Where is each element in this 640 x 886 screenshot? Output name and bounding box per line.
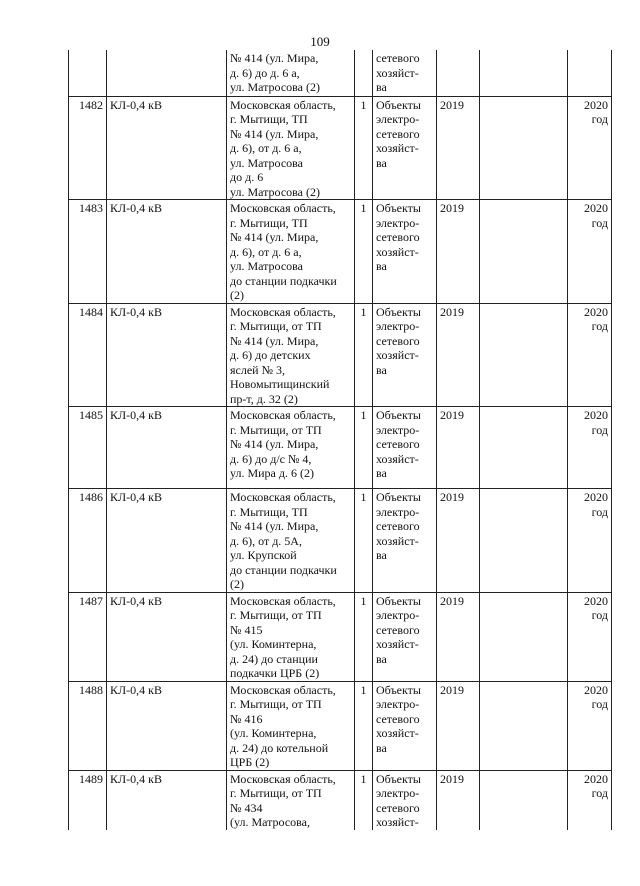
object-type: КЛ-0,4 кВ bbox=[107, 681, 227, 770]
year: 2019 bbox=[437, 489, 480, 593]
quantity: 1 bbox=[355, 592, 373, 681]
year: 2019 bbox=[437, 200, 480, 304]
object-type: КЛ-0,4 кВ bbox=[107, 592, 227, 681]
table-row bbox=[69, 303, 612, 407]
object-type: КЛ-0,4 кВ bbox=[107, 770, 227, 830]
table-row bbox=[69, 50, 612, 96]
year: 2019 bbox=[437, 592, 480, 681]
year bbox=[437, 50, 480, 96]
object-category: Объекты электро- сетевого хозяйст- ва bbox=[373, 592, 437, 681]
deadline: 2020 год bbox=[568, 592, 612, 681]
object-description: Московская область, г. Мытищи, от ТП № 414 (ул. Мира, д. 6) до детских яслей № 3, Новомытищинский пр-т, д. 32 (2) bbox=[227, 303, 355, 407]
object-category: Объекты электро- сетевого хозяйст- ва bbox=[373, 303, 437, 407]
deadline bbox=[568, 50, 612, 96]
table-row bbox=[69, 770, 612, 830]
extra-cell bbox=[480, 592, 568, 681]
deadline: 2020 год bbox=[568, 96, 612, 200]
year: 2019 bbox=[437, 407, 480, 489]
object-category: Объекты электро- сетевого хозяйст- bbox=[373, 770, 437, 830]
year: 2019 bbox=[437, 96, 480, 200]
object-description: Московская область, г. Мытищи, ТП № 414 (ул. Мира, д. 6), от д. 6 а, ул. Матросова до станции подкачки (2) bbox=[227, 200, 355, 304]
deadline: 2020 год bbox=[568, 681, 612, 770]
object-description: № 414 (ул. Мира, д. 6) до д. 6 а, ул. Матросова (2) bbox=[227, 50, 355, 96]
object-type: КЛ-0,4 кВ bbox=[107, 200, 227, 304]
row-number: 1487 bbox=[69, 592, 107, 681]
year: 2019 bbox=[437, 770, 480, 830]
object-type: КЛ-0,4 кВ bbox=[107, 96, 227, 200]
extra-cell bbox=[480, 200, 568, 304]
row-number: 1482 bbox=[69, 96, 107, 200]
row-number: 1488 bbox=[69, 681, 107, 770]
object-description: Московская область, г. Мытищи, от ТП № 414 (ул. Мира, д. 6) до д/с № 4, ул. Мира д. 6 (2) bbox=[227, 407, 355, 489]
table-row bbox=[69, 407, 612, 489]
object-type: КЛ-0,4 кВ bbox=[107, 489, 227, 593]
extra-cell bbox=[480, 303, 568, 407]
object-type: КЛ-0,4 кВ bbox=[107, 407, 227, 489]
object-description: Московская область, г. Мытищи, ТП № 414 (ул. Мира, д. 6), от д. 5А, ул. Крупской до станции подкачки (2) bbox=[227, 489, 355, 593]
year: 2019 bbox=[437, 303, 480, 407]
deadline: 2020 год bbox=[568, 489, 612, 593]
object-description: Московская область, г. Мытищи, от ТП № 416 (ул. Коминтерна, д. 24) до котельной ЦРБ (2) bbox=[227, 681, 355, 770]
extra-cell bbox=[480, 50, 568, 96]
quantity: 1 bbox=[355, 407, 373, 489]
deadline: 2020 год bbox=[568, 770, 612, 830]
quantity: 1 bbox=[355, 681, 373, 770]
row-number: 1485 bbox=[69, 407, 107, 489]
year: 2019 bbox=[437, 681, 480, 770]
object-type bbox=[107, 50, 227, 96]
deadline: 2020 год bbox=[568, 407, 612, 489]
object-category: Объекты электро- сетевого хозяйст- ва bbox=[373, 96, 437, 200]
object-description: Московская область, г. Мытищи, от ТП № 415 (ул. Коминтерна, д. 24) до станции подкачки ЦРБ (2) bbox=[227, 592, 355, 681]
deadline: 2020 год bbox=[568, 303, 612, 407]
quantity: 1 bbox=[355, 770, 373, 830]
extra-cell bbox=[480, 770, 568, 830]
object-type: КЛ-0,4 кВ bbox=[107, 303, 227, 407]
object-category: сетевого хозяйст- ва bbox=[373, 50, 437, 96]
object-category: Объекты электро- сетевого хозяйст- ва bbox=[373, 407, 437, 489]
quantity bbox=[355, 50, 373, 96]
deadline: 2020 год bbox=[568, 200, 612, 304]
quantity: 1 bbox=[355, 489, 373, 593]
table-row bbox=[69, 489, 612, 593]
object-description: Московская область, г. Мытищи, ТП № 414 (ул. Мира, д. 6), от д. 6 а, ул. Матросова до д. 6 ул. Матросова (2) bbox=[227, 96, 355, 200]
registry-table bbox=[68, 50, 612, 830]
object-description: Московская область, г. Мытищи, от ТП № 434 (ул. Матросова, bbox=[227, 770, 355, 830]
extra-cell bbox=[480, 96, 568, 200]
table-row bbox=[69, 200, 612, 304]
object-category: Объекты электро- сетевого хозяйст- ва bbox=[373, 489, 437, 593]
quantity: 1 bbox=[355, 96, 373, 200]
extra-cell bbox=[480, 489, 568, 593]
quantity: 1 bbox=[355, 303, 373, 407]
row-number: 1486 bbox=[69, 489, 107, 593]
extra-cell bbox=[480, 407, 568, 489]
object-category: Объекты электро- сетевого хозяйст- ва bbox=[373, 681, 437, 770]
object-category: Объекты электро- сетевого хозяйст- ва bbox=[373, 200, 437, 304]
quantity: 1 bbox=[355, 200, 373, 304]
table-row bbox=[69, 681, 612, 770]
table-row bbox=[69, 96, 612, 200]
row-number bbox=[69, 50, 107, 96]
row-number: 1483 bbox=[69, 200, 107, 304]
table-row bbox=[69, 592, 612, 681]
page-number: 109 bbox=[310, 34, 330, 49]
row-number: 1489 bbox=[69, 770, 107, 830]
row-number: 1484 bbox=[69, 303, 107, 407]
extra-cell bbox=[480, 681, 568, 770]
